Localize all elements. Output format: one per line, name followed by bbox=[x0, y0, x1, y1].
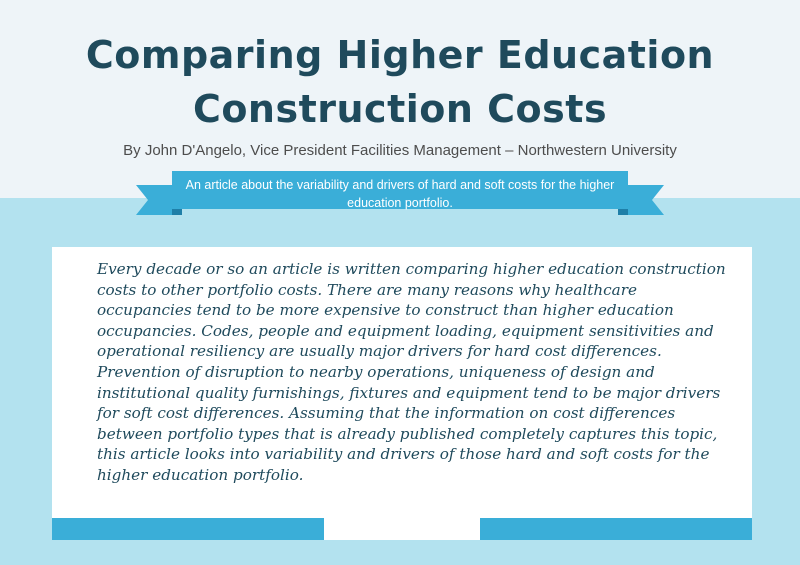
page-title: Comparing Higher Education Construction Costs bbox=[85, 33, 715, 131]
author-byline: By John D'Angelo, Vice President Facilities Management – Northwestern University bbox=[123, 142, 677, 159]
card-accent-bar-right bbox=[480, 518, 752, 540]
ribbon-subtitle: An article about the variability and drivers of hard and soft costs for the higher education portfolio. bbox=[185, 178, 615, 210]
card-accent-bar-left bbox=[52, 518, 324, 540]
subtitle-ribbon bbox=[136, 171, 664, 219]
article-body: Every decade or so an article is written comparing higher education construction costs to other portfolio costs. There are many reasons why healthcare occupancies tend to be more expensive to construct than higher education occupancies. Codes, people and equipment loading, equipment sensitivities and operational resiliency are usually major drivers for hard cost differences. Prevention of disruption to nearby operations, uniqueness of design and institutional quality furnishings, fixtures and equipment tend to be major drivers for soft cost differences. Assuming that the information on cost differences between portfolio types that is already published completely captures this topic, this article looks into variability and drivers of those hard and soft costs for the higher education portfolio. bbox=[97, 260, 726, 484]
